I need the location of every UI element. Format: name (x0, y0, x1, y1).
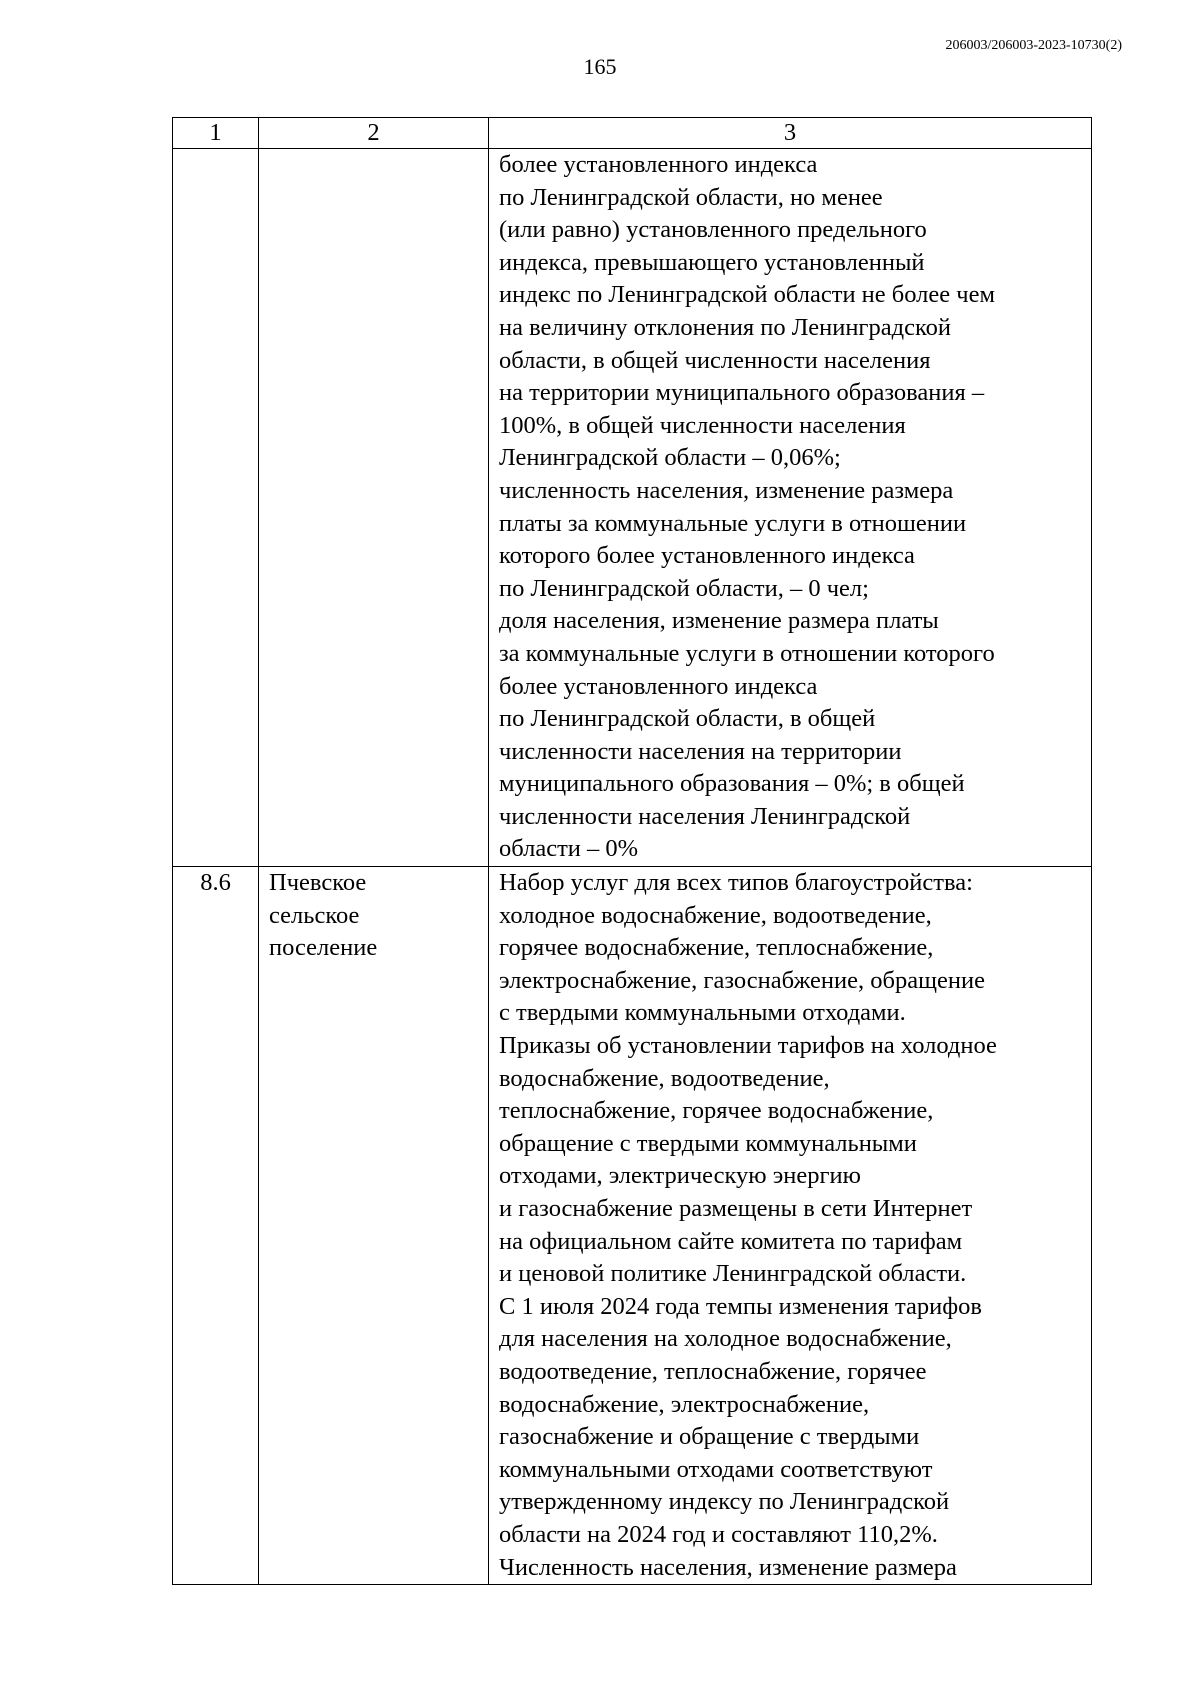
description-line: численности населения на территории (499, 737, 902, 765)
settlement-name-cell (259, 867, 489, 1585)
description-line: на величину отклонения по Ленинградской (499, 313, 951, 341)
description-cell (489, 149, 1092, 867)
description-line: по Ленинградской области, – 0 чел; (499, 574, 869, 602)
description-line: численности населения Ленинградской (499, 802, 911, 830)
settlement-name-line: Пчевское (269, 869, 367, 897)
page-number: 165 (583, 54, 617, 79)
description-line: области на 2024 год и составляют 110,2%. (499, 1520, 938, 1548)
settlement-name-line: поселение (269, 934, 378, 962)
description-line: водоотведение, теплоснабжение, горячее (499, 1357, 927, 1385)
description-line: электроснабжение, газоснабжение, обращение (499, 966, 985, 994)
description-line: области – 0% (499, 835, 639, 863)
description-line: по Ленинградской области, но менее (499, 183, 883, 211)
description-line: водоснабжение, водоотведение, (499, 1064, 830, 1092)
description-line: для населения на холодное водоснабжение, (499, 1325, 952, 1353)
table-row (173, 149, 1092, 867)
description-line: утвержденному индексу по Ленинградской (499, 1488, 950, 1516)
column-header-3: 3 (489, 118, 1092, 149)
description-line: доля населения, изменение размера платы (499, 607, 939, 635)
description-line: с твердыми коммунальными отходами. (499, 999, 906, 1027)
description-line: Ленинградской области – 0,06%; (499, 444, 841, 472)
column-header-1: 1 (173, 118, 259, 149)
description-line: горячее водоснабжение, теплоснабжение, (499, 934, 934, 962)
doc-id: 206003/206003-2023-10730(2) (945, 38, 1122, 53)
description-line: водоснабжение, электроснабжение, (499, 1390, 870, 1418)
description-line: С 1 июля 2024 года темпы изменения тарифов (499, 1292, 982, 1320)
description-line: более установленного индекса (499, 672, 818, 700)
table-row (173, 867, 1092, 1585)
column-header-2: 2 (259, 118, 489, 149)
description-line: Численность населения, изменение размера (499, 1553, 957, 1581)
description-line: (или равно) установленного предельного (499, 216, 927, 244)
row-number-cell (173, 867, 259, 1585)
description-line: индекса, превышающего установленный (499, 248, 925, 276)
doc-table (172, 117, 1092, 1585)
description-line: и газоснабжение размещены в сети Интернет (499, 1195, 973, 1222)
description-line: на территории муниципального образования – (499, 379, 985, 407)
description-line: газоснабжение и обращение с твердыми (499, 1423, 920, 1451)
description-line: которого более установленного индекса (499, 542, 915, 570)
table-header-row (173, 118, 1092, 149)
description-line: теплоснабжение, горячее водоснабжение, (499, 1097, 934, 1125)
description-line: отходами, электрическую энергию (499, 1162, 861, 1190)
settlement-name-cell (259, 149, 489, 867)
description-line: 100%, в общей численности населения (499, 411, 906, 439)
description-line: платы за коммунальные услуги в отношении (499, 509, 967, 537)
description-line: муниципального образования – 0%; в общей (499, 770, 965, 798)
row-number-cell (173, 149, 259, 867)
description-line: и ценовой политике Ленинградской области. (499, 1260, 967, 1288)
description-line: области, в общей численности населения (499, 346, 931, 374)
description-line: обращение с твердыми коммунальными (499, 1129, 917, 1157)
description-line: холодное водоснабжение, водоотведение, (499, 901, 932, 929)
description-line: по Ленинградской области, в общей (499, 705, 876, 733)
row-number: 8.6 (200, 869, 231, 897)
description-line: более установленного индекса (499, 151, 818, 178)
description-line: численность населения, изменение размера (499, 476, 954, 504)
description-line: Приказы об установлении тарифов на холодное (499, 1032, 997, 1060)
description-cell (489, 867, 1092, 1585)
description-line: на официальном сайте комитета по тарифам (499, 1227, 963, 1255)
description-line: за коммунальные услуги в отношении которого (499, 639, 995, 667)
description-line: индекс по Ленинградской области не более чем (499, 281, 995, 309)
description-line: Набор услуг для всех типов благоустройства: (499, 869, 973, 897)
description-line: коммунальными отходами соответствуют (499, 1455, 933, 1483)
settlement-name-line: сельское (269, 901, 360, 929)
